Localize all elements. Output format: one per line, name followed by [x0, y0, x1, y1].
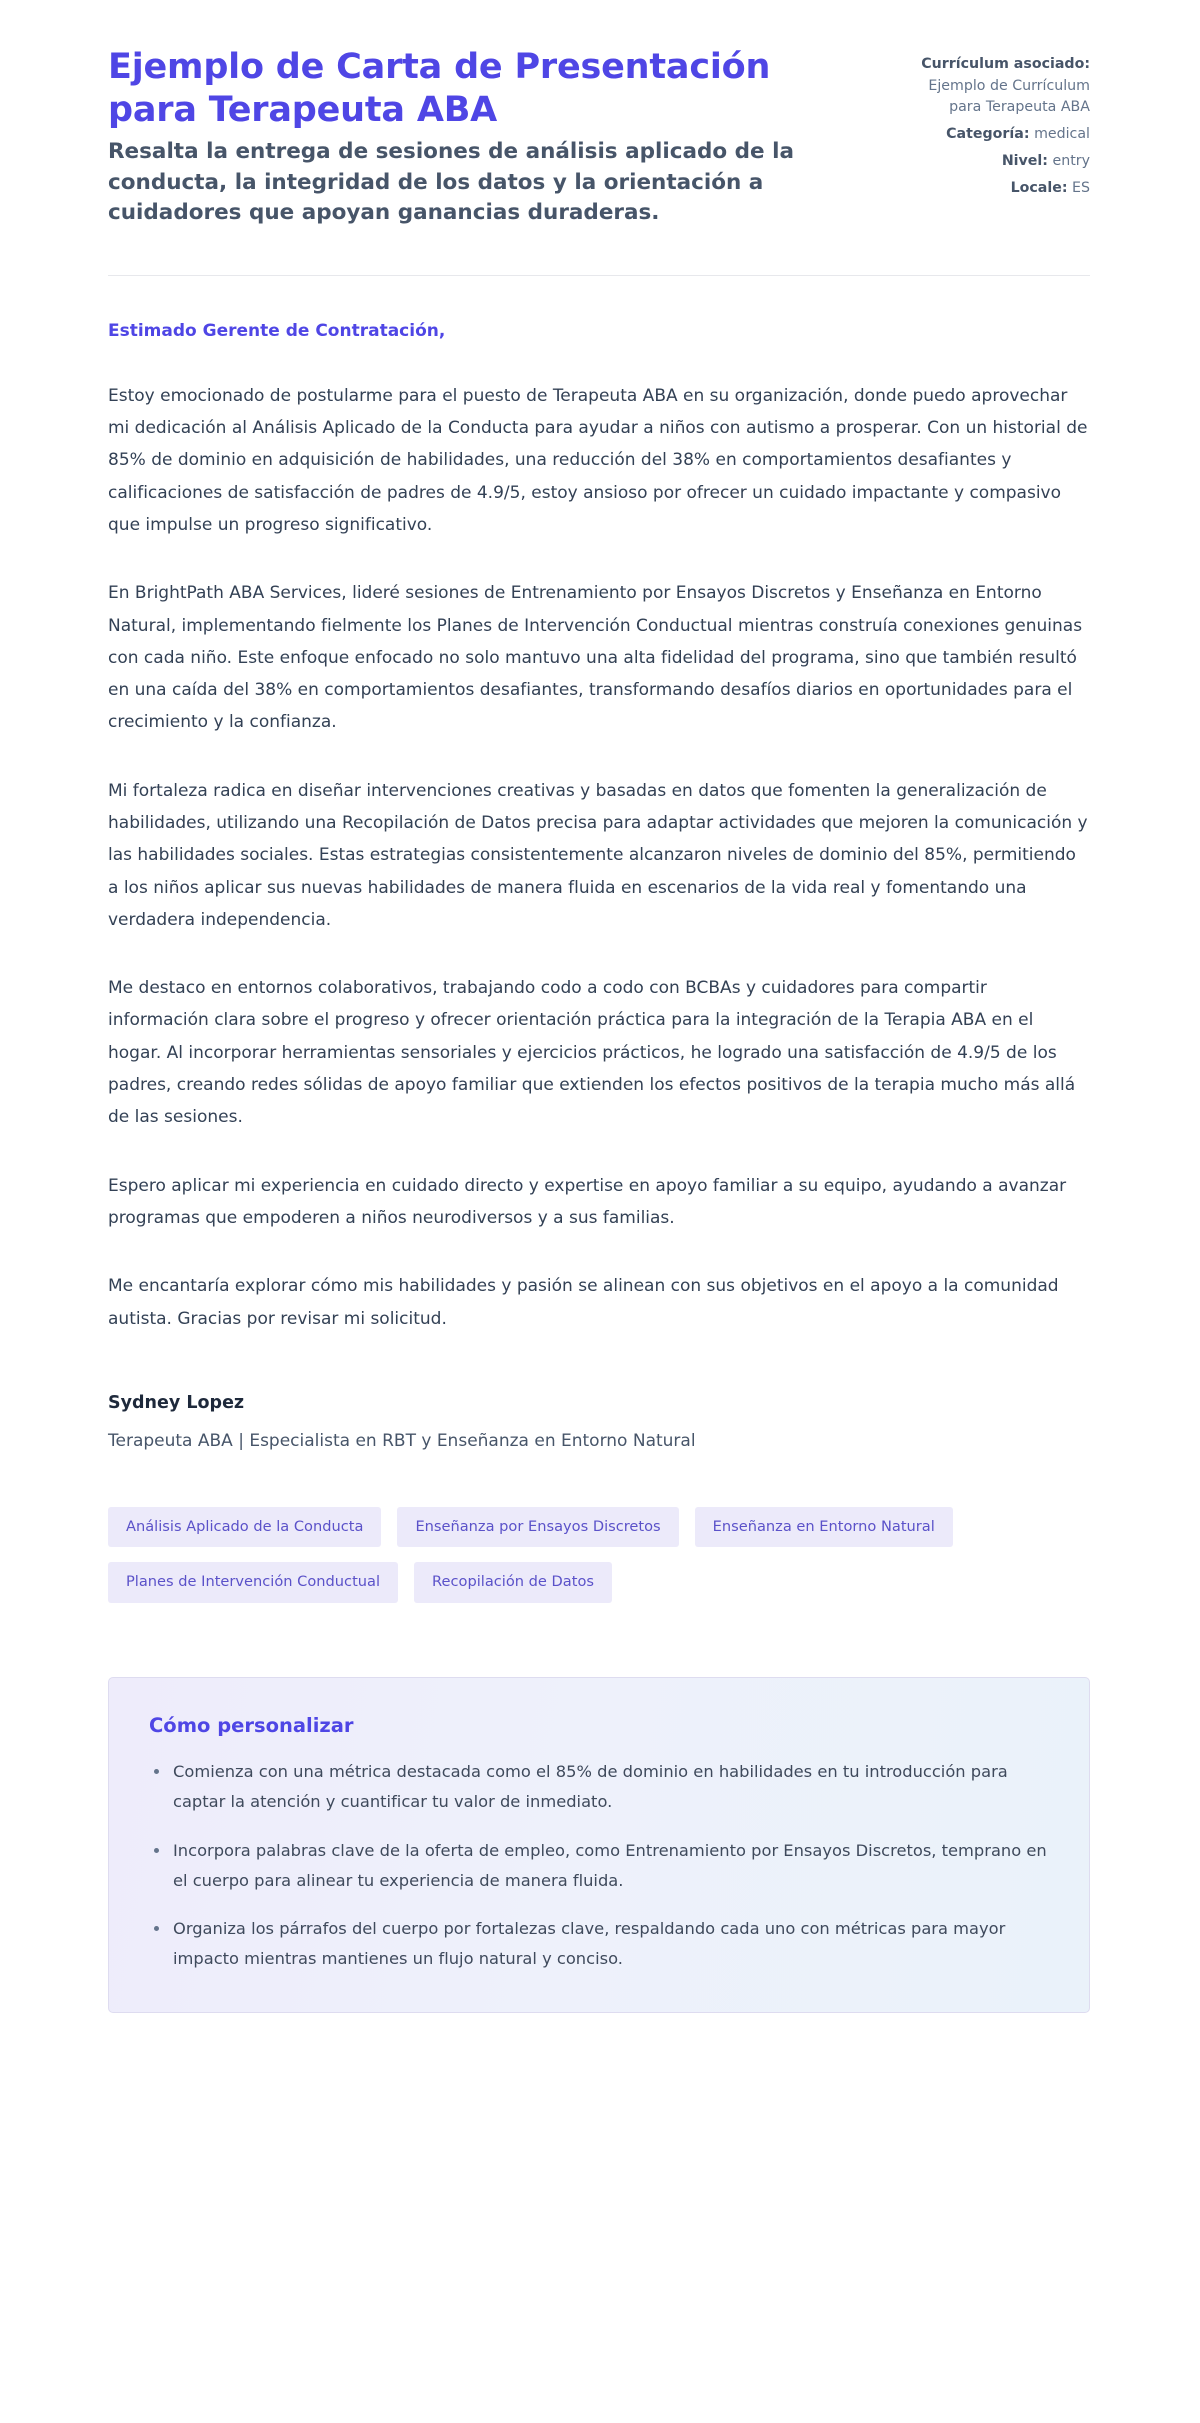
metadata-row-locale [892, 178, 1090, 200]
header-title-block [108, 46, 852, 229]
metadata-row-category [892, 124, 1090, 146]
letter-salutation: Estimado Gerente de Contratación, [108, 320, 446, 341]
callout-title: Cómo personalizar [149, 1714, 354, 1738]
metadata-value: medical [1034, 126, 1090, 143]
callout-tip-list [149, 1757, 1049, 1974]
skill-tag[interactable]: Enseñanza en Entorno Natural [695, 1507, 953, 1548]
callout-tip-item: Comienza con una métrica destacada como el 85% de dominio en habilidades en tu introducción para captar la atención y cuantificar tu valor de inmediato. [149, 1757, 1049, 1817]
letter-paragraph: En BrightPath ABA Services, lideré sesiones de Entrenamiento por Ensayos Discretos y Enseñanza en Entorno Natural, implementando fielmente los Planes de Intervención Conductual mientras construía conexiones genuinas con cada niño. Este enfoque enfocado no solo mantuvo una alta fidelidad del programa, sino que también resultó en una caída del 38% en comportamientos desafiantes, transformando desafíos diarios en oportunidades para el crecimiento y la confianza. [108, 583, 1083, 733]
signature-name: Sydney Lopez [108, 1392, 245, 1413]
letter-paragraph: Me encantaría explorar cómo mis habilidades y pasión se alinean con sus objetivos en el apoyo a la comunidad autista. Gracias por revisar mi solicitud. [108, 1276, 1059, 1329]
page-subtitle: Resalta la entrega de sesiones de análisis aplicado de la conducta, la integridad de los datos y la orientación a cuidadores que apoyan ganancias duraderas. [108, 139, 794, 226]
metadata-row-level [892, 151, 1090, 173]
header-divider [108, 275, 1090, 276]
letter-paragraph: Espero aplicar mi experiencia en cuidado directo y expertise en apoyo familiar a su equipo, ayudando a avanzar programas que empoderen a niños neurodiversos y a sus familias. [108, 1175, 1067, 1228]
document-metadata [892, 46, 1090, 199]
skill-tag-list [108, 1507, 1090, 1603]
callout-tip-item: Organiza los párrafos del cuerpo por fortalezas clave, respaldando cada uno con métricas para mayor impacto mientras mantienes un flujo natural y conciso. [149, 1914, 1049, 1974]
letter-paragraph: Estoy emocionado de postularme para el puesto de Terapeuta ABA en su organización, donde puedo aprovechar mi dedicación al Análisis Aplicado de la Conducta para ayudar a niños con autismo a prosperar. Con un historial de 85% de dominio en adquisición de habilidades, una reducción del 38% en comportamientos desafiantes y calificaciones de satisfacción de padres de 4.9/5, estoy ansioso por ofrecer un cuidado impactante y compasivo que impulse un progreso significativo. [108, 385, 1088, 535]
document-header [108, 46, 1090, 229]
metadata-row-associated-resume [892, 54, 1090, 119]
letter-body [108, 320, 1090, 2013]
letter-paragraph: Mi fortaleza radica en diseñar intervenciones creativas y basadas en datos que fomenten la generalización de habilidades, utilizando una Recopilación de Datos precisa para adaptar actividades que mejoren la comunicación y las habilidades sociales. Estas estrategias consistentemente alcanzaron niveles de dominio del 85%, permitiendo a los niños aplicar sus nuevas habilidades de manera fluida en escenarios de la vida real y fomentando una verdadera independencia. [108, 780, 1088, 930]
metadata-value: entry [1052, 152, 1090, 169]
callout-tip-item: Incorpora palabras clave de la oferta de empleo, como Entrenamiento por Ensayos Discretos, temprano en el cuerpo para alinear tu experiencia de manera fluida. [149, 1836, 1049, 1896]
skill-tag[interactable]: Enseñanza por Ensayos Discretos [397, 1507, 678, 1548]
metadata-value: ES [1072, 179, 1090, 196]
metadata-label: Categoría: [946, 126, 1030, 143]
skill-tag[interactable]: Recopilación de Datos [414, 1562, 612, 1603]
page-title: Ejemplo de Carta de Presentación para Terapeuta ABA [108, 47, 771, 130]
metadata-label: Locale: [1010, 179, 1068, 196]
signature-block [108, 1391, 1090, 1455]
metadata-label: Currículum asociado: [921, 56, 1090, 72]
customization-callout [108, 1677, 1090, 2013]
metadata-value: Ejemplo de Currículum para Terapeuta ABA [928, 77, 1090, 116]
letter-paragraph: Me destaco en entornos colaborativos, trabajando codo a codo con BCBAs y cuidadores para compartir información clara sobre el progreso y ofrecer orientación práctica para la integración de la Terapia ABA en el hogar. Al incorporar herramientas sensoriales y ejercicios prácticos, he logrado una satisfacción de 4.9/5 de los padres, creando redes sólidas de apoyo familiar que extienden los efectos positivos de la terapia mucho más allá de las sesiones. [108, 978, 1076, 1128]
signature-role: Terapeuta ABA | Especialista en RBT y Enseñanza en Entorno Natural [108, 1431, 696, 1452]
metadata-label: Nivel: [1001, 152, 1048, 169]
skill-tag[interactable]: Análisis Aplicado de la Conducta [108, 1507, 381, 1548]
skill-tag[interactable]: Planes de Intervención Conductual [108, 1562, 398, 1603]
